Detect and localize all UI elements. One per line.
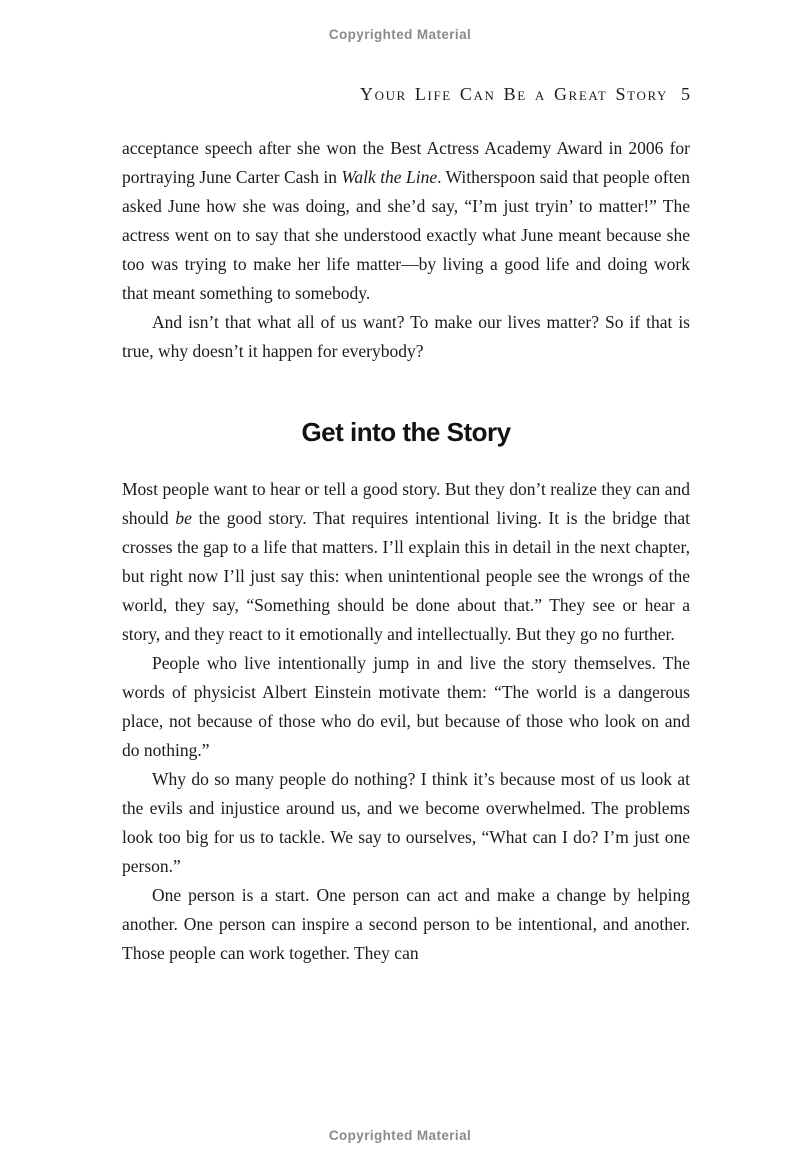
paragraph: And isn’t that what all of us want? To make our lives matter? So if that is true, why doesn’t it happen for everybody? (122, 312, 690, 361)
italic-text: Walk the Line (341, 167, 438, 187)
page-number: 5 (681, 84, 690, 104)
copyright-notice-bottom: Copyrighted Material (328, 1128, 472, 1143)
paragraph: acceptance speech after she won the Best Actress Academy Award in 2006 for portraying June Carter Cash in Walk the Line. Witherspoon said that people often asked June how she was doing, and she’d say, “I’m just tryin’ to matter!” The actress went on to say that she understood exactly what June meant because she too was trying to make her life matter—by living a good life and doing work that meant something to somebody. (122, 138, 691, 303)
copyright-notice-top: Copyrighted Material (328, 27, 472, 42)
paragraph: Most people want to hear or tell a good story. But they don’t realize they can and should be the good story. That requires intentional living. It is the bridge that crosses the gap to a life that matters. I’ll explain this in detail in the next chapter, but right now I’ll just say this: when unintentional people see the wrongs of the world, they say, “Something should be done about that.” They see or hear a story, and they react to it emotionally and intellectually. But they go no further. (122, 479, 690, 644)
running-head-title: Your Life Can Be a Great Story (359, 84, 668, 104)
paragraph: People who live intentionally jump in and live the story themselves. The words of physicist Albert Einstein motivate them: “The world is a dangerous place, not because of those who do evil, but because of those who look on and do nothing.” (122, 653, 690, 760)
italic-text: be (175, 508, 192, 528)
section-heading: Get into the Story (301, 417, 511, 447)
paragraph: Why do so many people do nothing? I think it’s because most of us look at the evils and injustice around us, and we become overwhelmed. The problems look too big for us to tackle. We say to ourselves, “What can I do? I’m just one person.” (122, 769, 690, 876)
body-text (122, 134, 690, 968)
running-head (122, 84, 690, 105)
paragraph: One person is a start. One person can act and make a change by helping another. One person can inspire a second person to be intentional, and another. Those people can work together. They can (122, 885, 690, 963)
